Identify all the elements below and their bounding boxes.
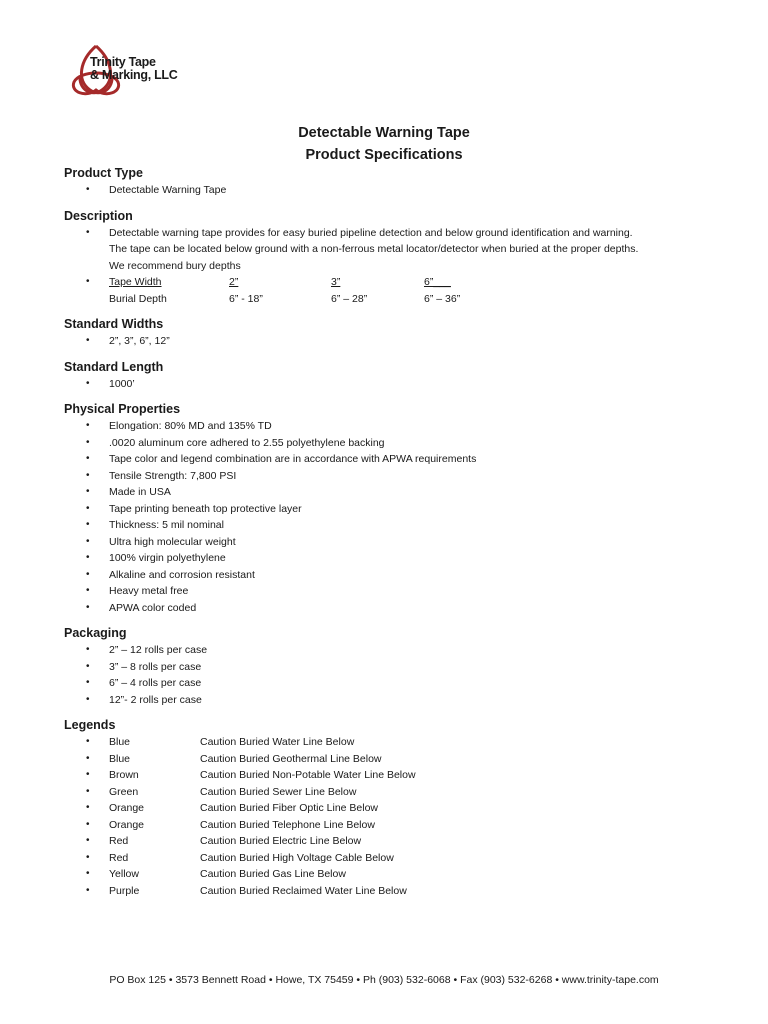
list-item (64, 583, 714, 600)
bullet-icon: • (86, 453, 90, 464)
bullet-icon: • (86, 802, 90, 813)
legend-row (64, 817, 714, 834)
bullet-icon: • (86, 601, 90, 613)
section-heading: Packaging (64, 626, 127, 640)
bullet-icon: • (86, 585, 90, 596)
bullet-icon: • (86, 884, 90, 896)
table-cell: 6” - 18” (229, 292, 263, 305)
list-item-text: APWA color coded (109, 601, 197, 614)
list-item-text: Thickness: 5 mil nominal (109, 519, 224, 531)
section-standard-widths (64, 315, 714, 350)
legend-row (64, 751, 714, 768)
logo-text (90, 56, 177, 82)
bullet-icon: • (86, 335, 90, 346)
list-item (64, 517, 714, 534)
section-physical-properties (64, 400, 714, 616)
legend-text: Caution Buried Sewer Line Below (200, 785, 357, 798)
table-cell: 2” (229, 276, 239, 288)
section-heading: Description (64, 208, 133, 223)
list-item (64, 550, 714, 567)
list-item-text: Made in USA (109, 486, 171, 498)
document-title-block (0, 122, 768, 166)
legend-row (64, 734, 714, 751)
bullet-icon: • (86, 502, 90, 514)
list-item (64, 675, 714, 692)
bullet-icon: • (86, 835, 90, 846)
list-item (64, 642, 714, 659)
legend-color: Blue (109, 736, 131, 748)
table-cell: 6” – 28” (331, 292, 368, 305)
bullet-icon: • (86, 693, 90, 705)
bullet-icon: • (86, 552, 90, 563)
legend-color: Yellow (109, 868, 139, 880)
list-item-text: .0020 aluminum core adhered to 2.55 polyethylene backing (109, 436, 385, 449)
list-item (64, 600, 714, 617)
list-item-text: Heavy metal free (109, 585, 189, 597)
list-item: • 1000’ (64, 376, 714, 393)
legend-row (64, 833, 714, 850)
logo-line-2: & Marking, LLC (90, 68, 178, 82)
legend-text: Caution Buried Water Line Below (200, 736, 355, 748)
bullet-list (64, 734, 714, 899)
list-item-text: Alkaline and corrosion resistant (109, 568, 255, 581)
list-item (64, 451, 714, 468)
legend-text: Caution Buried Electric Line Below (200, 835, 362, 847)
bullet-icon: • (86, 736, 90, 747)
legend-color: Brown (109, 769, 139, 781)
bullet-icon: • (86, 752, 90, 764)
bullet-icon: • (86, 677, 90, 688)
table-cell: 6” – 36” (424, 292, 461, 305)
section-standard-length (64, 358, 714, 393)
list-item (64, 659, 714, 676)
section-product-type (64, 164, 714, 199)
bullet-icon: • (86, 644, 90, 655)
list-item: • Detectable Warning Tape (64, 182, 714, 199)
bullet-icon: • (86, 519, 90, 530)
table-row (109, 274, 714, 291)
footer-contact-info: PO Box 125 • 3573 Bennett Road • Howe, TX 75459 • Ph (903) 532-6068 • Fax (903) 532-6268 • www.trinity-tape.com (109, 974, 659, 986)
list-item-text: Tape printing beneath top protective layer (109, 502, 302, 515)
section-packaging (64, 624, 714, 708)
section-heading: Physical Properties (64, 402, 181, 416)
bullet-icon: • (86, 535, 90, 547)
description-line: Detectable warning tape provides for easy buried pipeline detection and below ground identification and warning. (109, 226, 633, 239)
bullet-list (64, 333, 714, 350)
bullet-list (64, 376, 714, 393)
bullet-icon: • (86, 486, 90, 497)
legend-color: Purple (109, 884, 140, 897)
legend-row (64, 883, 714, 900)
table-cell: 3” (331, 276, 341, 288)
list-item (64, 468, 714, 485)
list-item-text: 100% virgin polyethylene (109, 552, 226, 564)
legend-text: Caution Buried Non-Potable Water Line Below (200, 769, 416, 781)
list-item (64, 501, 714, 518)
bullet-icon: • (86, 851, 90, 863)
document-body (64, 164, 714, 907)
legend-color: Red (109, 851, 129, 864)
logo-line-1: Trinity Tape (90, 55, 156, 69)
section-heading: Standard Length (64, 359, 164, 374)
bullet-icon: • (86, 469, 90, 481)
legend-row (64, 767, 714, 784)
list-item-text: 2” – 12 rolls per case (109, 644, 208, 656)
legend-text: Caution Buried High Voltage Cable Below (200, 851, 394, 864)
document-subtitle: Product Specifications (305, 147, 463, 163)
list-item (64, 435, 714, 452)
legend-text: Caution Buried Gas Line Below (200, 868, 346, 880)
section-heading: Legends (64, 718, 116, 732)
list-item (64, 225, 714, 275)
bullet-list (64, 182, 714, 199)
legend-row (64, 866, 714, 883)
legend-text: Caution Buried Reclaimed Water Line Below (200, 884, 407, 897)
bullet-icon: • (86, 660, 90, 672)
bullet-icon: • (86, 785, 90, 797)
list-item-text: Ultra high molecular weight (109, 535, 236, 548)
table-cell: Tape Width (109, 276, 162, 288)
section-heading: Standard Widths (64, 317, 164, 331)
bullet-list (64, 642, 714, 708)
table-row (109, 291, 714, 308)
list-item-text: Elongation: 80% MD and 135% TD (109, 420, 272, 432)
company-logo (66, 42, 216, 104)
document-title: Detectable Warning Tape (298, 125, 470, 141)
description-line: The tape can be located below ground with a non-ferrous metal locator/detector when buried at the proper depths. (109, 243, 639, 255)
legend-color: Orange (109, 818, 145, 831)
table-cell: 6”___ (424, 276, 451, 288)
burial-depth-table (64, 274, 714, 307)
section-legends (64, 716, 714, 899)
list-item (64, 418, 714, 435)
legend-text: Caution Buried Geothermal Line Below (200, 752, 382, 765)
table-cell: Burial Depth (109, 292, 167, 305)
description-line: We recommend bury depths (109, 259, 241, 272)
section-description (64, 207, 714, 308)
list-item (64, 534, 714, 551)
legend-color: Red (109, 835, 129, 847)
list-item-text: Tensile Strength: 7,800 PSI (109, 469, 237, 482)
bullet-icon: • (86, 226, 90, 238)
bullet-icon: • (86, 568, 90, 580)
list-item-text: Tape color and legend combination are in accordance with APWA requirements (109, 453, 477, 465)
legend-row (64, 784, 714, 801)
legend-color: Green (109, 785, 139, 798)
list-item-text: 3” – 8 rolls per case (109, 660, 202, 673)
legend-color: Blue (109, 752, 131, 765)
list-item (64, 567, 714, 584)
list-item (64, 692, 714, 709)
legend-text: Caution Buried Telephone Line Below (200, 818, 375, 831)
bullet-icon: • (86, 420, 90, 431)
list-item (64, 484, 714, 501)
list-item-text: 6” – 4 rolls per case (109, 677, 202, 689)
section-heading: Product Type (64, 166, 143, 180)
bullet-list (64, 418, 714, 616)
legend-row (64, 800, 714, 817)
bullet-icon: • (86, 276, 90, 287)
legend-row (64, 850, 714, 867)
list-item-text: 12”- 2 rolls per case (109, 693, 202, 706)
list-item: • 2”, 3”, 6”, 12” (64, 333, 714, 350)
legend-text: Caution Buried Fiber Optic Line Below (200, 802, 379, 814)
bullet-icon: • (86, 769, 90, 780)
legend-color: Orange (109, 802, 145, 814)
bullet-list (64, 225, 714, 308)
bullet-icon: • (86, 436, 90, 448)
bullet-icon: • (86, 184, 90, 195)
bullet-icon: • (86, 868, 90, 879)
bullet-icon: • (86, 818, 90, 830)
bullet-icon: • (86, 377, 90, 389)
